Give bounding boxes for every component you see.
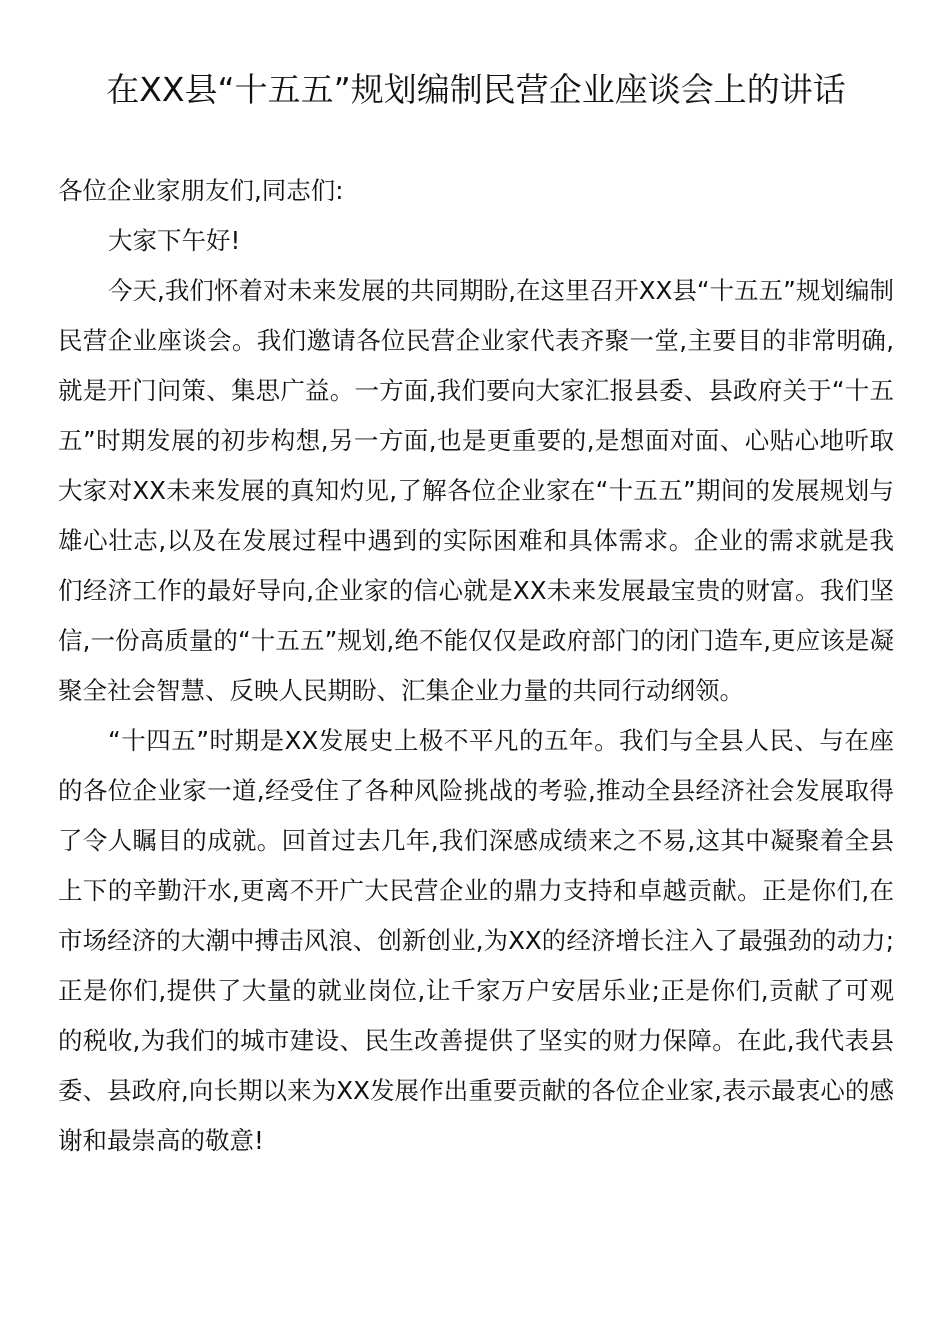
document-title: 在XX县“十五五”规划编制民营企业座谈会上的讲话 (106, 70, 846, 109)
body-paragraph: 今天,我们怀着对未来发展的共同期盼,在这里召开XX县“十五五”规划编制民营企业座谈会。我们邀请各位民营企业家代表齐聚一堂,主要目的非常明确,就是开门问策、集思广益。一方面,我们要向大家汇报县委、县政府关于“十五五”时期发展的初步构想,另一方面,也是更重要的,是想面对面、心贴心地听取大家对XX未来发展的真知灼见,了解各位企业家在“十五五”期间的发展规划与雄心壮志,以及在发展过程中遇到的实际困难和具体需求。企业的需求就是我们经济工作的最好导向,企业家的信心就是XX未来发展最宝贵的财富。我们坚信,一份高质量的“十五五”规划,绝不能仅仅是政府部门的闭门造车,更应该是凝聚全社会智慧、反映人民期盼、汇集企业力量的共同行动纲领。 (58, 276, 894, 705)
salutation: 各位企业家朋友们,同志们: (58, 176, 344, 205)
greeting-paragraph: 大家下午好! (108, 226, 241, 255)
body-paragraph: “十四五”时期是XX发展史上极不平凡的五年。我们与全县人民、与在座的各位企业家一道,经受住了各种风险挑战的考验,推动全县经济社会发展取得了令人瞩目的成就。回首过去几年,我们深感成绩来之不易,这其中凝聚着全县上下的辛勤汗水,更离不开广大民营企业的鼎力支持和卓越贡献。正是你们,在市场经济的大潮中搏击风浪、创新创业,为XX的经济增长注入了最强劲的动力;正是你们,提供了大量的就业岗位,让千家万户安居乐业;正是你们,贡献了可观的税收,为我们的城市建设、民生改善提供了坚实的财力保障。在此,我代表县委、县政府,向长期以来为XX发展作出重要贡献的各位企业家,表示最衷心的感谢和最崇高的敬意! (58, 726, 894, 1155)
document-body (58, 166, 894, 1166)
